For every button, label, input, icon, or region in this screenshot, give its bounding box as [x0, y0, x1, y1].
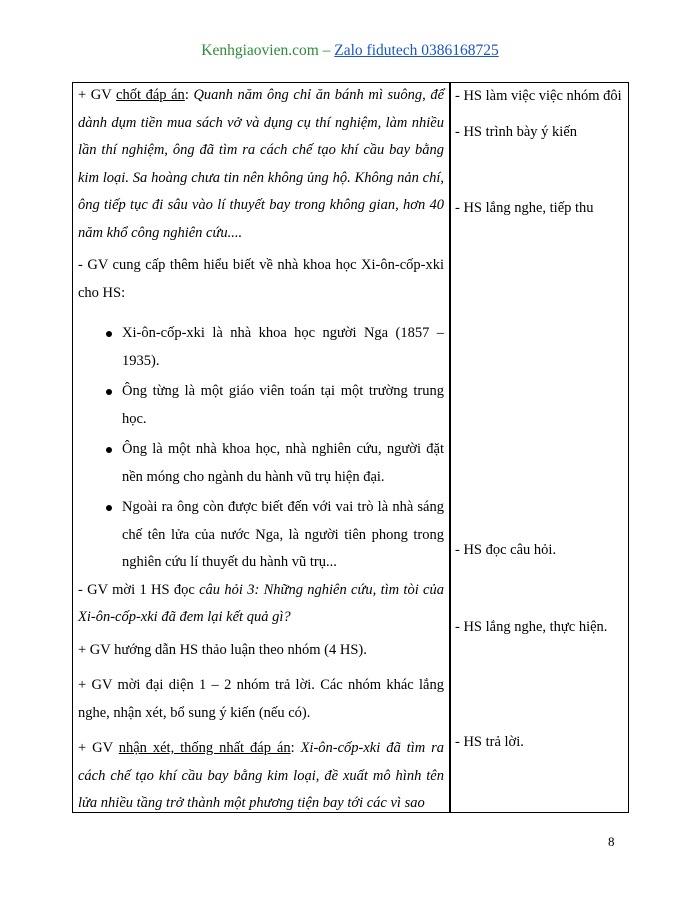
text-italic-answer: Xi-ôn-cốp-xki đã tìm ra cách chế tạo khí cầu bay bằng kim loại, đề xuất mô hình tên lửa nhiều tầng trở thành một phương tiện bay tới các vì sao — [78, 740, 445, 811]
student-activity-4: - HS đọc câu hỏi. — [455, 542, 557, 558]
teacher-activity-column — [78, 82, 444, 818]
student-activity-6: - HS trả lời. — [455, 734, 524, 750]
text-italic-answer: Quanh năm ông chỉ ăn bánh mì suông, để dành dụm tiền mua sách vở và dụng cụ thí nghiệm, làm nhiều lần thí nghiệm, ông đã tìm ra cách chế tạo khí cầu bay bằng kim loại. Sa hoàng chưa tin nên không ủng hộ. Không nản chí, ông tiếp tục đi sâu vào lí thuyết bay trong không gian, hơn 40 năm khổ công nghiên cứu.... — [78, 87, 445, 241]
table-right-cell — [449, 82, 629, 813]
bullet-icon — [106, 331, 112, 337]
list-item: Ông từng là một giáo viên toán tại một trường trung học. — [78, 378, 444, 433]
student-activity-5: - HS lắng nghe, thực hiện. — [455, 619, 608, 635]
text-prefix: + GV — [78, 87, 117, 103]
scientist-facts-list — [78, 320, 444, 577]
page-header — [0, 42, 700, 60]
student-activity-3: - HS lắng nghe, tiếp thu — [455, 200, 594, 216]
list-item: Ông là một nhà khoa học, nhà nghiên cứu, người đặt nền móng cho ngành du hành vũ trụ hiện đại. — [78, 436, 444, 491]
header-separator: – — [318, 42, 335, 59]
paragraph-group-guide: + GV hướng dẫn HS thảo luận theo nhóm (4 HS). — [78, 641, 367, 658]
bullet-icon — [106, 447, 112, 453]
site-name: Kenhgiaovien.com — [201, 42, 319, 59]
bullet-icon — [106, 505, 112, 511]
text-italic-question: câu hỏi 3: Những nghiên cứu, tìm tòi của Xi-ôn-cốp-xki đã đem lại kết quả gì? — [78, 581, 444, 625]
list-item: Xi-ôn-cốp-xki là nhà khoa học người Nga (1857 – 1935). — [78, 320, 444, 375]
text-underlined: nhận xét, thống nhất đáp án — [118, 740, 291, 756]
text-underlined: chốt đáp án — [116, 87, 185, 103]
bullet-icon — [106, 389, 112, 395]
paragraph-invite-groups: + GV mời đại diện 1 – 2 nhóm trả lời. Các nhóm khác lắng nghe, nhận xét, bổ sung ý kiến (nếu có). — [78, 677, 444, 721]
paragraph-answer-2: + GV nhận xét, thống nhất đáp án: Xi-ôn-cốp-xki đã tìm ra cách chế tạo khí cầu bay bằng kim loại, đề xuất mô hình tên lửa nhiều tầng trở thành một phương tiện bay tới các vì sao — [78, 740, 445, 811]
paragraph-info: - GV cung cấp thêm hiểu biết về nhà khoa học Xi-ôn-cốp-xki cho HS: — [78, 257, 444, 301]
paragraph-question-3: - GV mời 1 HS đọc câu hỏi 3: Những nghiên cứu, tìm tòi của Xi-ôn-cốp-xki đã đem lại kết quả gì? — [78, 581, 444, 625]
student-activity-1: - HS làm việc việc nhóm đôi — [455, 88, 622, 104]
contact-link[interactable]: Zalo fidutech 0386168725 — [334, 42, 499, 59]
list-item: Ngoài ra ông còn được biết đến với vai trò là nhà sáng chế tên lửa của nước Nga, là người tiên phong trong nghiên cứu lí thuyết du hành vũ trụ... — [78, 494, 444, 577]
student-activity-2: - HS trình bày ý kiến — [455, 124, 578, 140]
page-number: 8 — [608, 834, 615, 849]
paragraph-answer-1 — [78, 82, 444, 247]
text-colon: : — [184, 87, 194, 103]
